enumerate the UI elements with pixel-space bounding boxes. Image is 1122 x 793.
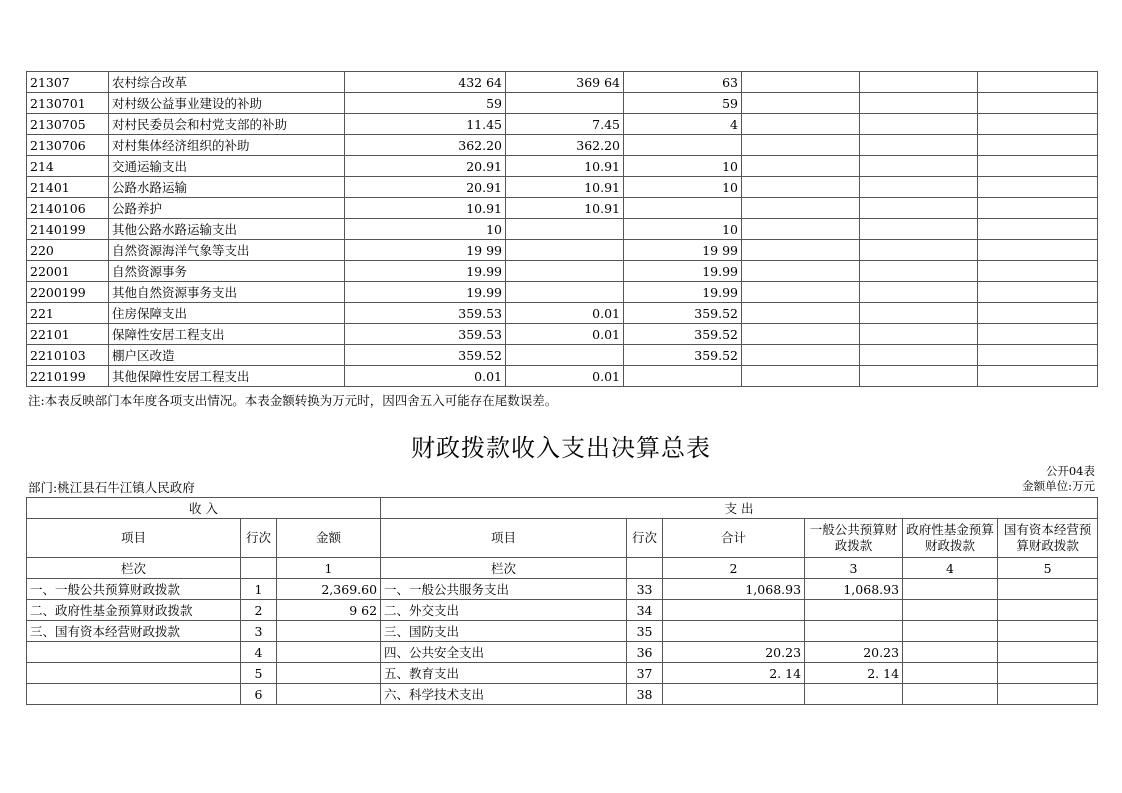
expense-item: 三、国防支出 [381,621,627,642]
col-income-line: 行次 [241,519,277,558]
expense-item: 二、外交支出 [381,600,627,621]
col-expense-state: 国有资本经营预算财政拨款 [998,519,1098,558]
expense-name: 公路养护 [109,198,345,219]
expense-name: 其他保障性安居工程支出 [109,366,345,387]
expense-project: 10 [624,177,742,198]
income-item: 二、政府性基金预算财政拨款 [27,600,241,621]
table-note: 注:本表反映部门本年度各项支出情况。本表金额转换为万元时，因四舍五入可能存在尾数误差。 [28,393,558,408]
table-row [27,240,1098,261]
form-info [1022,464,1095,494]
income-amount [277,663,381,684]
expense-name: 对村级公益事业建设的补助 [109,93,345,114]
expense-code: 2200199 [27,282,109,303]
expense-code: 22001 [27,261,109,282]
expense-empty-2 [860,366,978,387]
income-amount: 2,369.60 [277,579,381,600]
expense-code: 214 [27,156,109,177]
expense-empty-2 [860,240,978,261]
department-label: 部门:桃江县石牛江镇人民政府 [28,480,195,495]
col-expense-fund: 政府性基金预算财政拨款 [903,519,998,558]
expense-name: 农村综合改革 [109,72,345,93]
expense-empty-2 [860,345,978,366]
expense-code: 2210199 [27,366,109,387]
expense-empty-1 [742,240,860,261]
form-number: 公开04表 [1045,464,1095,478]
income-item [27,642,241,663]
expense-empty-2 [860,303,978,324]
expense-code: 21401 [27,177,109,198]
expense-empty-3 [978,282,1098,303]
expense-basic: 10.91 [506,177,624,198]
expense-empty-3 [978,135,1098,156]
expense-general: 20.23 [805,642,903,663]
expense-line: 33 [627,579,663,600]
expense-code: 21307 [27,72,109,93]
expense-total [663,684,805,705]
expense-line: 37 [627,663,663,684]
expense-general: 2. 14 [805,663,903,684]
expense-item: 一、一般公共服务支出 [381,579,627,600]
table-row [27,135,1098,156]
expense-basic [506,345,624,366]
lanci-blank-2 [627,558,663,579]
expense-empty-2 [860,135,978,156]
income-item: 三、国有资本经营财政拨款 [27,621,241,642]
expense-project [624,135,742,156]
expense-item: 四、公共安全支出 [381,642,627,663]
expense-total [663,621,805,642]
expense-general [805,600,903,621]
expense-state [998,621,1098,642]
expense-fund [903,621,998,642]
expense-project [624,198,742,219]
expense-empty-1 [742,261,860,282]
expense-total: 432 64 [345,72,506,93]
table-row [27,93,1098,114]
expense-total: 19.99 [345,282,506,303]
col-expense-line: 行次 [627,519,663,558]
table-row [27,219,1098,240]
expense-basic: 0.01 [506,366,624,387]
expense-state [998,684,1098,705]
expense-total: 362.20 [345,135,506,156]
expense-total: 0.01 [345,366,506,387]
expense-empty-3 [978,324,1098,345]
expense-state [998,642,1098,663]
table-row [27,366,1098,387]
expense-basic: 0.01 [506,303,624,324]
expense-project: 359.52 [624,303,742,324]
expense-project: 59 [624,93,742,114]
expense-project: 4 [624,114,742,135]
expense-project: 10 [624,219,742,240]
income-amount [277,642,381,663]
expense-code: 2130701 [27,93,109,114]
lanci-expense: 栏次 [381,558,627,579]
expense-empty-1 [742,366,860,387]
expense-total: 359.53 [345,303,506,324]
expense-empty-1 [742,303,860,324]
expense-project [624,366,742,387]
expense-name: 对村集体经济组织的补助 [109,135,345,156]
expense-code: 2210103 [27,345,109,366]
col-expense-general: 一般公共预算财政拨款 [805,519,903,558]
lanci-3: 3 [805,558,903,579]
table-row [27,114,1098,135]
lanci-1: 1 [277,558,381,579]
expense-total: 20.91 [345,156,506,177]
expense-empty-2 [860,156,978,177]
expense-code: 220 [27,240,109,261]
expense-name: 自然资源事务 [109,261,345,282]
table-row [27,261,1098,282]
lanci-2: 2 [663,558,805,579]
col-expense-total: 合计 [663,519,805,558]
expense-empty-1 [742,219,860,240]
income-item [27,684,241,705]
expense-empty-1 [742,177,860,198]
expense-empty-3 [978,156,1098,177]
income-header: 收 入 [27,498,381,519]
expense-empty-3 [978,198,1098,219]
amount-unit: 金额单位:万元 [1022,479,1095,493]
expense-fund [903,663,998,684]
expense-basic [506,261,624,282]
expense-basic [506,93,624,114]
expense-total: 1,068.93 [663,579,805,600]
col-income-item: 项目 [27,519,241,558]
expense-total: 10.91 [345,198,506,219]
lanci-income: 栏次 [27,558,241,579]
expense-line: 35 [627,621,663,642]
lanci-blank [241,558,277,579]
expense-fund [903,684,998,705]
expense-total [663,600,805,621]
expense-project: 10 [624,156,742,177]
expense-general [805,684,903,705]
expense-basic: 10.91 [506,198,624,219]
expense-basic [506,240,624,261]
expense-total: 20.91 [345,177,506,198]
table-row [27,282,1098,303]
table-row [27,345,1098,366]
expense-empty-2 [860,114,978,135]
expense-header: 支 出 [381,498,1098,519]
header-row-sections [27,498,1098,519]
expense-line: 34 [627,600,663,621]
expense-name: 其他自然资源事务支出 [109,282,345,303]
expense-empty-3 [978,219,1098,240]
table-row [27,663,1098,684]
expense-basic [506,219,624,240]
expense-project: 63 [624,72,742,93]
expense-total: 10 [345,219,506,240]
expense-empty-2 [860,324,978,345]
expense-total: 59 [345,93,506,114]
expense-project: 19.99 [624,261,742,282]
lanci-4: 4 [903,558,998,579]
expense-total: 359.52 [345,345,506,366]
expense-line: 38 [627,684,663,705]
expense-fund [903,579,998,600]
expense-empty-2 [860,93,978,114]
income-amount [277,621,381,642]
income-line: 5 [241,663,277,684]
income-line: 3 [241,621,277,642]
income-item [27,663,241,684]
income-amount [277,684,381,705]
expense-empty-3 [978,261,1098,282]
expense-code: 2130705 [27,114,109,135]
expense-empty-2 [860,261,978,282]
expense-name: 公路水路运输 [109,177,345,198]
col-expense-item: 项目 [381,519,627,558]
expense-empty-1 [742,282,860,303]
expense-empty-3 [978,240,1098,261]
table-row [27,324,1098,345]
expense-total: 359.53 [345,324,506,345]
expense-code: 2130706 [27,135,109,156]
expense-basic: 362.20 [506,135,624,156]
expense-name: 自然资源海洋气象等支出 [109,240,345,261]
expense-project: 359.52 [624,324,742,345]
table-row [27,177,1098,198]
table-row [27,684,1098,705]
table-row [27,600,1098,621]
expense-state [998,579,1098,600]
expense-code: 2140199 [27,219,109,240]
expense-name: 棚户区改造 [109,345,345,366]
expense-total: 2. 14 [663,663,805,684]
expense-empty-2 [860,177,978,198]
expense-empty-1 [742,93,860,114]
expense-empty-3 [978,72,1098,93]
income-line: 4 [241,642,277,663]
expense-empty-3 [978,93,1098,114]
header-row-columns [27,519,1098,558]
expense-empty-2 [860,282,978,303]
income-item: 一、一般公共预算财政拨款 [27,579,241,600]
expense-empty-2 [860,72,978,93]
expense-basic: 10.91 [506,156,624,177]
lanci-5: 5 [998,558,1098,579]
expense-code: 2140106 [27,198,109,219]
expense-total: 19 99 [345,240,506,261]
income-line: 2 [241,600,277,621]
expense-basic [506,282,624,303]
expense-total: 11.45 [345,114,506,135]
table-row [27,579,1098,600]
expense-name: 其他公路水路运输支出 [109,219,345,240]
fiscal-summary-table [26,497,1098,705]
expense-basic: 369 64 [506,72,624,93]
expense-empty-3 [978,114,1098,135]
expense-general: 1,068.93 [805,579,903,600]
expense-name: 住房保障支出 [109,303,345,324]
expense-state [998,663,1098,684]
expense-project: 19 99 [624,240,742,261]
expense-item: 六、科学技术支出 [381,684,627,705]
page-title: 财政拨款收入支出决算总表 [411,434,711,462]
expense-empty-3 [978,177,1098,198]
expense-empty-1 [742,345,860,366]
expense-empty-2 [860,198,978,219]
expense-total: 19.99 [345,261,506,282]
expense-name: 交通运输支出 [109,156,345,177]
expense-empty-3 [978,345,1098,366]
expense-code: 221 [27,303,109,324]
expense-line: 36 [627,642,663,663]
expense-empty-3 [978,366,1098,387]
expense-basic: 7.45 [506,114,624,135]
expense-empty-2 [860,219,978,240]
expense-total: 20.23 [663,642,805,663]
expense-empty-3 [978,303,1098,324]
expense-basic: 0.01 [506,324,624,345]
expense-project: 19.99 [624,282,742,303]
expense-empty-1 [742,156,860,177]
expense-empty-1 [742,114,860,135]
expense-empty-1 [742,135,860,156]
expense-state [998,600,1098,621]
expense-general [805,621,903,642]
expense-empty-1 [742,198,860,219]
table-row [27,72,1098,93]
expense-name: 保障性安居工程支出 [109,324,345,345]
expense-fund [903,600,998,621]
income-line: 1 [241,579,277,600]
table-row [27,642,1098,663]
expense-empty-1 [742,324,860,345]
col-income-amount: 金额 [277,519,381,558]
expense-empty-1 [742,72,860,93]
income-line: 6 [241,684,277,705]
expense-project: 359.52 [624,345,742,366]
expense-item: 五、教育支出 [381,663,627,684]
table-row [27,621,1098,642]
expense-fund [903,642,998,663]
table-row [27,303,1098,324]
expense-code: 22101 [27,324,109,345]
expense-detail-table [26,71,1098,387]
header-row-column-numbers [27,558,1098,579]
expense-name: 对村民委员会和村党支部的补助 [109,114,345,135]
income-amount: 9 62 [277,600,381,621]
table-row [27,156,1098,177]
table-row [27,198,1098,219]
